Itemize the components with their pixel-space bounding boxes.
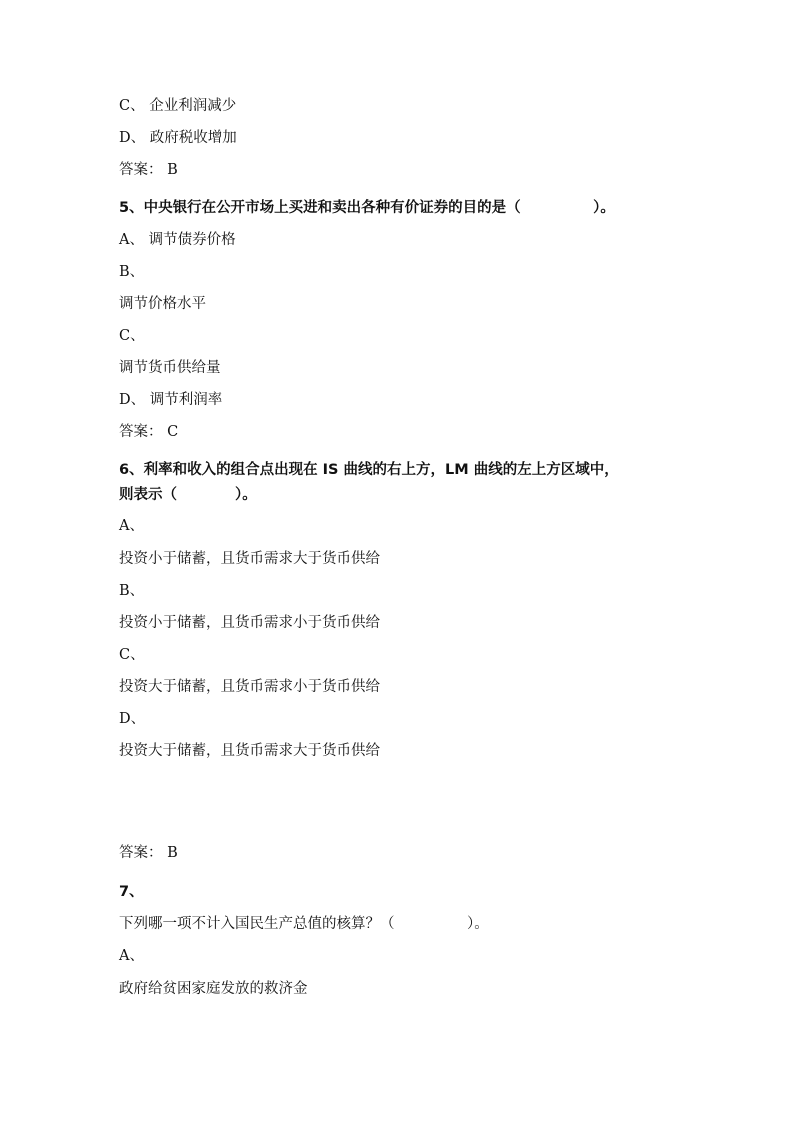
q7-number: 7、	[119, 884, 144, 900]
q6-question-line1: 6、利率和收入的组合点出现在 IS 曲线的右上方，LM 曲线的左上方区域中，	[119, 462, 619, 478]
q5-option-b-text: 调节价格水平	[119, 296, 206, 312]
q6-option-a-label: A、	[119, 518, 144, 534]
q5-option-b-label: B、	[119, 264, 145, 280]
q6-option-c-text: 投资大于储蓄，且货币需求小于货币供给	[119, 679, 380, 695]
q5-answer: 答案： C	[119, 424, 179, 440]
q4-option-c: C、 企业利润减少	[119, 98, 237, 114]
q5-option-d: D、 调节利润率	[119, 392, 223, 408]
q5-option-a: A、 调节债券价格	[119, 232, 236, 248]
q6-option-b-text: 投资小于储蓄，且货币需求小于货币供给	[119, 615, 380, 631]
q6-option-c-label: C、	[119, 647, 145, 663]
q7-option-a-label: A、	[119, 948, 144, 964]
q7-option-a-text: 政府给贫困家庭发放的救济金	[119, 981, 308, 997]
q5-question: 5、中央银行在公开市场上买进和卖出各种有价证券的目的是（ ）。	[119, 200, 615, 216]
q6-option-d-label: D、	[119, 711, 146, 727]
q6-question-line2: 则表示（ ）。	[119, 487, 257, 503]
q4-answer: 答案： B	[119, 162, 178, 178]
q6-option-d-text: 投资大于储蓄，且货币需求大于货币供给	[119, 743, 380, 759]
q5-option-c-label: C、	[119, 328, 145, 344]
q7-question: 下列哪一项不计入国民生产总值的核算？（ ）。	[119, 916, 489, 932]
q6-option-a-text: 投资小于储蓄，且货币需求大于货币供给	[119, 551, 380, 567]
q4-option-d: D、 政府税收增加	[119, 130, 237, 146]
q6-option-b-label: B、	[119, 583, 145, 599]
q6-answer: 答案： B	[119, 845, 178, 861]
q5-option-c-text: 调节货币供给量	[119, 360, 221, 376]
